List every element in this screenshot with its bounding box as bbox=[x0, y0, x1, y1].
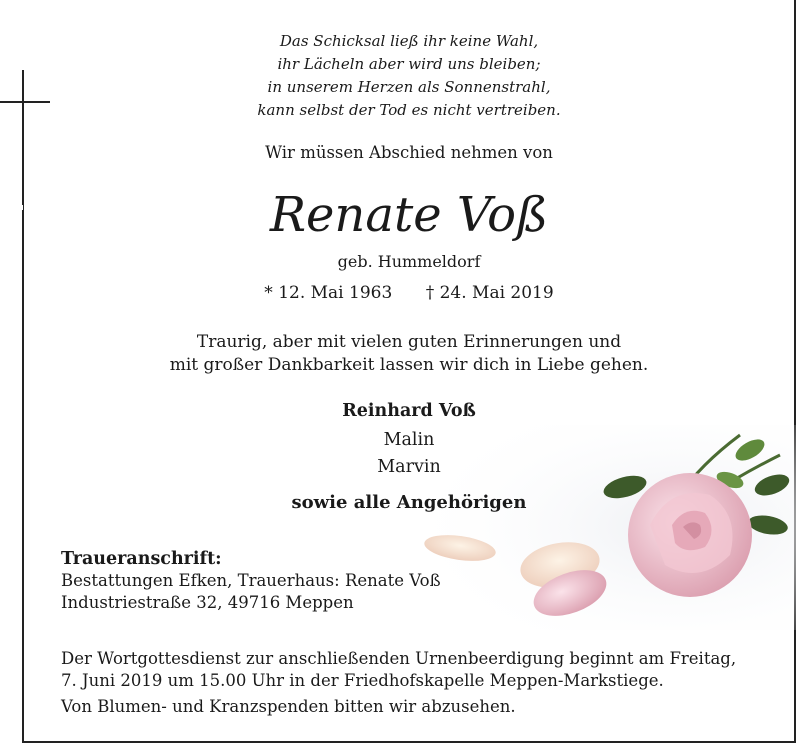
life-dates bbox=[22, 283, 796, 303]
address-line: Industriestraße 32, 49716 Meppen bbox=[61, 593, 354, 612]
maiden-name: geb. Hummeldorf bbox=[337, 252, 481, 271]
death-date: † 24. Mai 2019 bbox=[425, 283, 554, 303]
birth-date: * 12. Mai 1963 bbox=[264, 283, 393, 303]
family-child: Marvin bbox=[377, 457, 441, 477]
service-line: Der Wortgottesdienst zur anschließenden Urnenbeerdigung beginnt am Freitag, bbox=[61, 649, 737, 668]
poem-line: kann selbst der Tod es nicht vertreiben. bbox=[257, 101, 561, 119]
family-husband: Reinhard Voß bbox=[342, 401, 476, 421]
mourning-line: mit großer Dankbarkeit lassen wir dich in Liebe gehen. bbox=[169, 355, 649, 375]
address-heading: Traueranschrift: bbox=[61, 549, 222, 569]
deceased-name: Renate Voß bbox=[269, 187, 549, 243]
mourning-line: Traurig, aber mit vielen guten Erinnerungen und bbox=[196, 332, 622, 352]
address-line: Bestattungen Efken, Trauerhaus: Renate Voß bbox=[61, 571, 441, 590]
service-info bbox=[61, 648, 736, 692]
family-child: Malin bbox=[383, 430, 435, 450]
poem-line: Das Schicksal ließ ihr keine Wahl, bbox=[279, 32, 539, 50]
service-line: 7. Juni 2019 um 15.00 Uhr in der Friedhofskapelle Meppen-Markstiege. bbox=[61, 671, 664, 690]
family-others: sowie alle Angehörigen bbox=[291, 492, 527, 513]
intro-text: Wir müssen Abschied nehmen von bbox=[265, 143, 553, 162]
poem bbox=[22, 30, 796, 122]
flowers-note: Von Blumen- und Kranzspenden bitten wir abzusehen. bbox=[61, 697, 516, 716]
poem-line: in unserem Herzen als Sonnenstrahl, bbox=[267, 78, 551, 96]
mourning-text bbox=[22, 331, 796, 377]
rose-image bbox=[400, 425, 796, 630]
address-block bbox=[61, 570, 441, 614]
poem-line: ihr Lächeln aber wird uns bleiben; bbox=[277, 55, 541, 73]
